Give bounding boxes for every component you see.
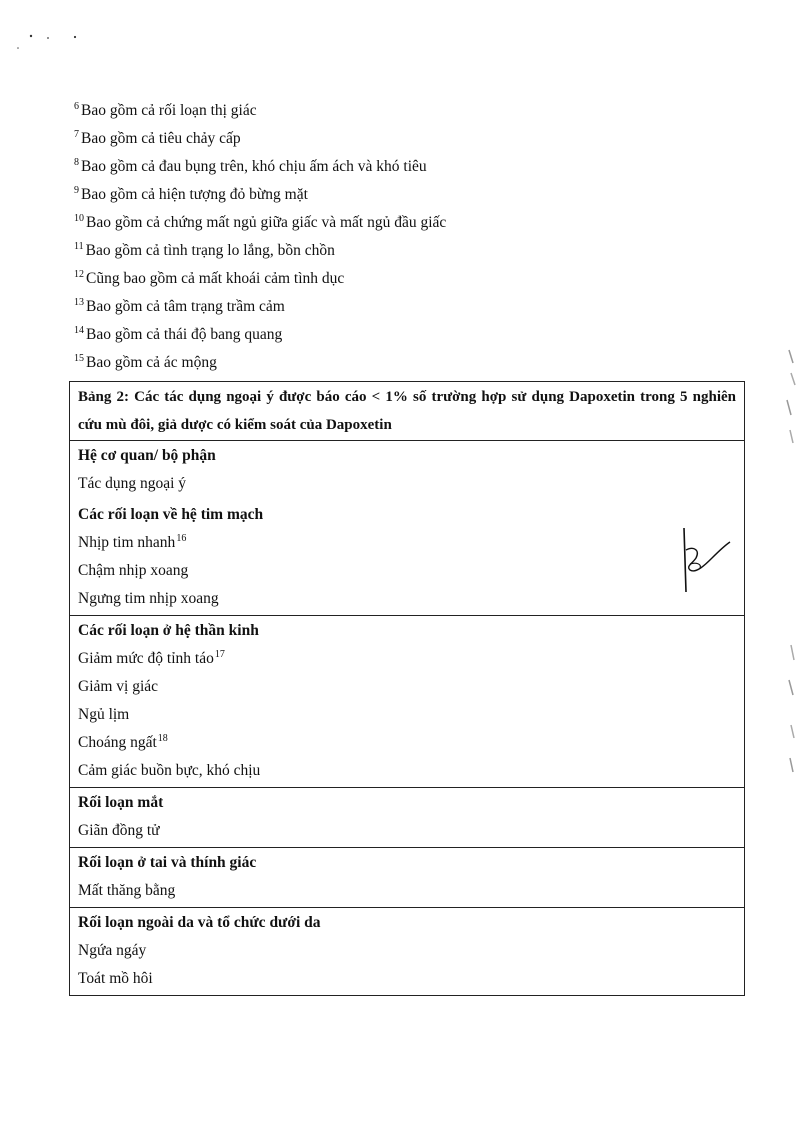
effect-name: Ngưng tim nhịp xoang: [78, 590, 219, 607]
footnote-number: 14: [74, 325, 84, 336]
effect-name: Nhịp tim nhanh: [78, 534, 176, 551]
section-title: Rối loạn mắt: [78, 794, 164, 811]
effect-name: Choáng ngất: [78, 734, 157, 751]
table-sections: [70, 500, 744, 995]
section-title: Các rối loạn ở hệ thần kinh: [78, 622, 259, 639]
header-subtitle: Tác dụng ngoại ý: [78, 475, 187, 492]
footnote-item: [74, 97, 446, 125]
footnote-ref: 17: [214, 649, 225, 660]
page-edge-marks-lower: [779, 640, 799, 780]
footnote-number: 15: [74, 353, 84, 364]
table-section: [70, 615, 744, 787]
table-row: [78, 585, 736, 613]
footnote-item: [74, 125, 446, 153]
page-edge-marks: [779, 345, 799, 455]
effect-name: Toát mồ hôi: [78, 970, 153, 987]
effect-name: Ngứa ngáy: [78, 942, 147, 959]
footnote-text: Bao gồm cả tâm trạng trầm cảm: [86, 298, 285, 315]
table-section: [70, 907, 744, 995]
footnote-text: Bao gồm cả thái độ bang quang: [86, 326, 283, 343]
table-row: [78, 937, 736, 965]
footnote-item: [74, 321, 446, 349]
effect-name: Giãn đồng tử: [78, 822, 160, 839]
footnote-number: 9: [74, 185, 79, 196]
footnote-list: [74, 97, 446, 377]
table-row: [78, 701, 736, 729]
footnote-text: Bao gồm cả hiện tượng đỏ bừng mặt: [81, 186, 308, 203]
table-row: [78, 673, 736, 701]
table-section: [70, 847, 744, 907]
section-title: Các rối loạn về hệ tim mạch: [78, 506, 264, 523]
handwritten-signature: [672, 520, 742, 600]
footnote-item: [74, 293, 446, 321]
section-title: Rối loạn ở tai và thính giác: [78, 854, 257, 871]
effect-name: Cảm giác buồn bực, khó chịu: [78, 762, 261, 779]
table-row: [78, 757, 736, 785]
effect-name: Giảm mức độ tỉnh táo: [78, 650, 214, 667]
footnote-text: Bao gồm cả ác mộng: [86, 354, 217, 371]
footnote-number: 6: [74, 101, 79, 112]
footnote-text: Bao gồm cả tiêu chảy cấp: [81, 130, 241, 147]
effect-name: Mất thăng bằng: [78, 882, 176, 899]
footnote-text: Bao gồm cả chứng mất ngủ giữa giấc và mất ngủ đầu giấc: [86, 214, 447, 231]
footnote-item: [74, 209, 446, 237]
table-caption: Bảng 2: Các tác dụng ngoại ý được báo cáo < 1% số trường hợp sử dụng Dapoxetin trong 5 nghiên cứu mù đôi, giả dược có kiểm soát của Dapoxetin: [78, 389, 736, 433]
footnote-item: [74, 265, 446, 293]
table-row: [78, 729, 736, 757]
adverse-effects-table: [69, 381, 745, 996]
footnote-text: Bao gồm cả rối loạn thị giác: [81, 102, 257, 119]
effect-name: Chậm nhịp xoang: [78, 562, 189, 579]
table-row: [78, 557, 736, 585]
scan-specks: [0, 0, 120, 60]
footnote-ref: 16: [176, 533, 187, 544]
table-section: [70, 787, 744, 847]
footnote-item: [74, 237, 446, 265]
table-header: [70, 440, 744, 500]
table-row: [78, 965, 736, 993]
table-row: [78, 529, 736, 557]
effect-name: Ngủ lịm: [78, 706, 130, 723]
table-section: [70, 500, 744, 615]
table-row: [78, 817, 736, 845]
footnote-number: 10: [74, 213, 84, 224]
footnote-ref: 18: [157, 733, 168, 744]
footnote-item: [74, 181, 446, 209]
footnote-number: 8: [74, 157, 79, 168]
footnote-number: 11: [74, 241, 84, 252]
effect-name: Giảm vị giác: [78, 678, 159, 695]
footnote-number: 13: [74, 297, 84, 308]
footnote-item: [74, 349, 446, 377]
footnote-item: [74, 153, 446, 181]
footnote-text: Bao gồm cả đau bụng trên, khó chịu ấm ách và khó tiêu: [81, 158, 427, 175]
footnote-text: Bao gồm cả tình trạng lo lắng, bồn chồn: [85, 242, 335, 259]
footnote-number: 7: [74, 129, 79, 140]
table-row: [78, 645, 736, 673]
footnote-text: Cũng bao gồm cả mất khoái cảm tình dục: [86, 270, 345, 287]
section-title: Rối loạn ngoài da và tổ chức dưới da: [78, 914, 321, 931]
footnote-number: 12: [74, 269, 84, 280]
header-title: Hệ cơ quan/ bộ phận: [78, 447, 216, 464]
table-row: [78, 877, 736, 905]
